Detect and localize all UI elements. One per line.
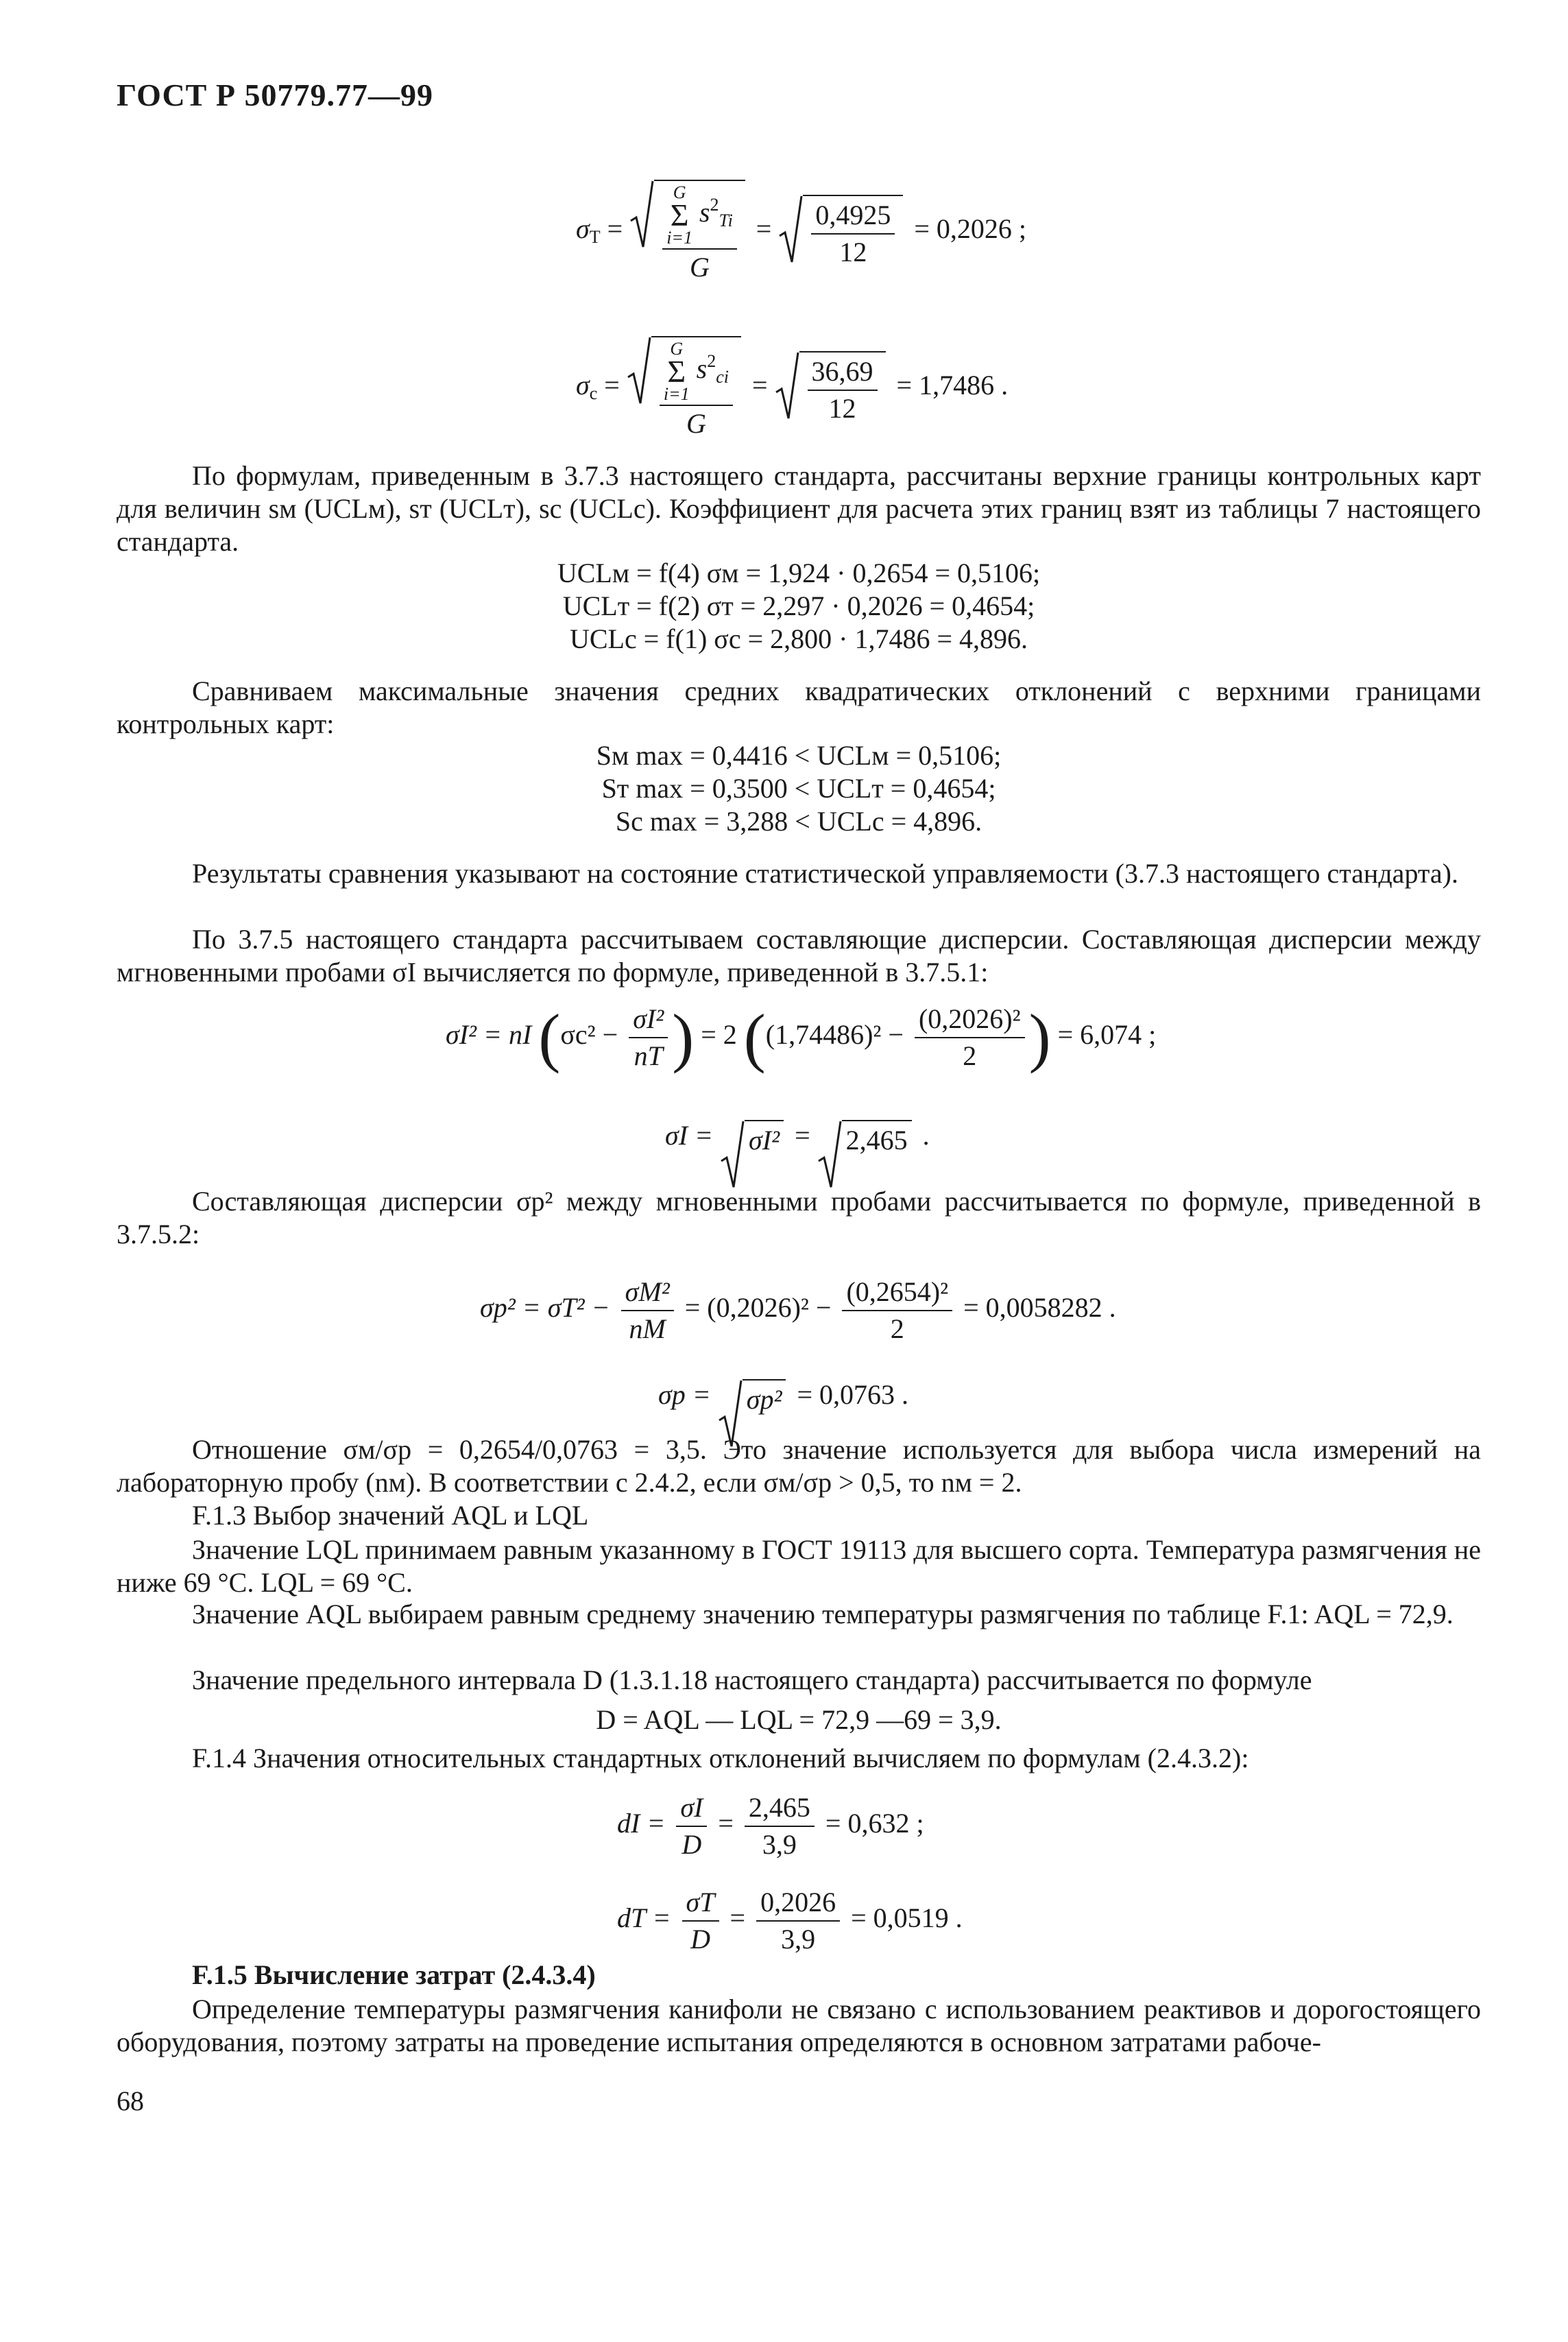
sum-symbol: G Σ i=1 [666, 182, 692, 248]
formula-sigma-t: $\sigma_T$ = G Σ i=1 $s^2_{Ti}$ G = $\frac{0,4925}{12}$ = 0,2026 ; [576, 180, 1026, 284]
paragraph-lql: Значение LQL принимаем равным указанному в ГОСТ 19113 для высшего сорта. Температура размягчения не ниже 69 °С. LQL = 69 °С. [117, 1534, 1481, 1598]
ucl-formulas [117, 557, 1481, 656]
formula-sigma-p: σp = σp² = 0,0763 . [658, 1378, 908, 1416]
paragraph-costs: Определение температуры размягчения канифоли не связано с использованием реактивов и дорогостоящего оборудования, поэтому затраты на проведение испытания определяются в основном затратами рабоче- [117, 1994, 1481, 2057]
section-heading-f15: F.1.5 Вычисление затрат (2.4.3.4) [192, 1959, 596, 1990]
formula-sigma-p-squared: σp² = σT² − $\frac{\text{σM²}}{nM}$ = (0,2026)² − $\frac{\text{(0,2654)²}}{2}$ = 0,0058282 . [480, 1276, 1116, 1344]
radical-icon [720, 1120, 745, 1188]
formula-d-t: dT = $\frac{\sigma T}{D}$ = $\frac{0,2026}{3,9}$ = 0,0519 . [617, 1887, 963, 1955]
comparison-formulas [117, 739, 1481, 838]
formula-sigma-c-result: = 1,7486 . [896, 370, 1009, 401]
formula-sigma-t-lhs: σ [576, 213, 590, 245]
radical-icon [817, 1120, 842, 1188]
sum-symbol: G Σ i=1 [663, 339, 690, 404]
paragraph-f14: F.1.4 Значения относительных стандартных отклонений вычисляем по формулам (2.4.3.2): [192, 1743, 1249, 1773]
formula-sigma-i: σI = σI² = 2,465 . [665, 1119, 930, 1157]
compare-line-c: Sс max = 3,288 < UCLс = 4,896. [615, 806, 982, 837]
formula-sigma-t-result: = 0,2026 ; [914, 213, 1027, 245]
formula-sigma-p-squared-result: = 0,0058282 . [963, 1292, 1116, 1324]
radical-icon [627, 336, 651, 405]
paragraph-control-limits: По формулам, приведенным в 3.7.3 настоящего стандарта, рассчитаны верхние границы контрольных карт для величин sм (UCLм), sт (UCLт), sс (UCLс). Коэффициент для расчета этих границ взят из таблицы 7 настоящего стандарта. [117, 460, 1481, 557]
paragraph-results: Результаты сравнения указывают на состояние статистической управляемости (3.7.3 настоящего стандарта). [192, 858, 1458, 889]
formula-sigma-c: $\sigma_c$ = G Σ i=1 $s^2_{ci}$ G = $\frac{36,69}{12}$ = 1,7486 . [576, 336, 1008, 440]
formula-d-i: dI = $\frac{\sigma I}{D}$ = $\frac{2,465}{3,9}$ = 0,632 ; [617, 1792, 924, 1860]
radical-icon [775, 351, 799, 420]
paragraph-aql: Значение AQL выбираем равным среднему значению температуры размягчения по таблице F.1: AQL = 72,9. [192, 1599, 1454, 1629]
paragraph-sigma-p: Составляющая дисперсии σp² между мгновенными пробами рассчитывается по формуле, приведенной в 3.7.5.2: [117, 1186, 1481, 1250]
formula-sigma-i-squared-result: = 6,074 ; [1057, 1019, 1157, 1051]
ucl-line-m: UCLм = f(4) σм = 1,924 · 0,2654 = 0,5106; [557, 558, 1041, 588]
radical-icon [778, 195, 803, 263]
formula-d: D = AQL — LQL = 72,9 —69 = 3,9. [596, 1704, 1002, 1735]
page-number: 68 [117, 2086, 144, 2116]
paragraph-variance-components: По 3.7.5 настоящего стандарта рассчитываем составляющие дисперсии. Составляющая дисперсии между мгновенными пробами σI вычисляется по формуле, приведенной в 3.7.5.1: [117, 924, 1481, 988]
formula-sigma-i-squared: σI² = nI (σc² − $\frac{\text{σI²}}{nT}$ ) = 2 ((1,74486)² − $\frac{\text{(0,2026)²}}{2}$ ) = 6,074 ; [446, 1001, 1157, 1074]
compare-line-t: Sт max = 0,3500 < UCLт = 0,4654; [601, 773, 996, 804]
paragraph-ratio: Отношение σм/σp = 0,2654/0,0763 = 3,5. Это значение используется для выбора числа измерений на лабораторную пробу (nм). В соответствии с 2.4.2, если σм/σp > 0,5, то nм = 2. [117, 1434, 1481, 1498]
paragraph-compare: Сравниваем максимальные значения средних квадратических отклонений с верхними границами контрольных карт: [117, 676, 1481, 739]
ucl-line-t: UCLт = f(2) σт = 2,297 · 0,2026 = 0,4654; [562, 590, 1035, 621]
radical-icon [629, 180, 654, 248]
document-header: ГОСТ Р 50779.77—99 [117, 77, 433, 112]
formula-sigma-t-radical: G Σ i=1 $s^2_{Ti}$ G [629, 180, 745, 284]
paragraph-interval: Значение предельного интервала D (1.3.1.18 настоящего стандарта) рассчитывается по формуле [192, 1664, 1312, 1695]
section-heading-f13: F.1.3 Выбор значений AQL и LQL [192, 1500, 589, 1531]
ucl-line-c: UCLс = f(1) σс = 2,800 · 1,7486 = 4,896. [569, 623, 1028, 654]
formula-sigma-t-lhs-sub: T [589, 227, 601, 248]
compare-line-m: Sм max = 0,4416 < UCLм = 0,5106; [596, 740, 1002, 771]
